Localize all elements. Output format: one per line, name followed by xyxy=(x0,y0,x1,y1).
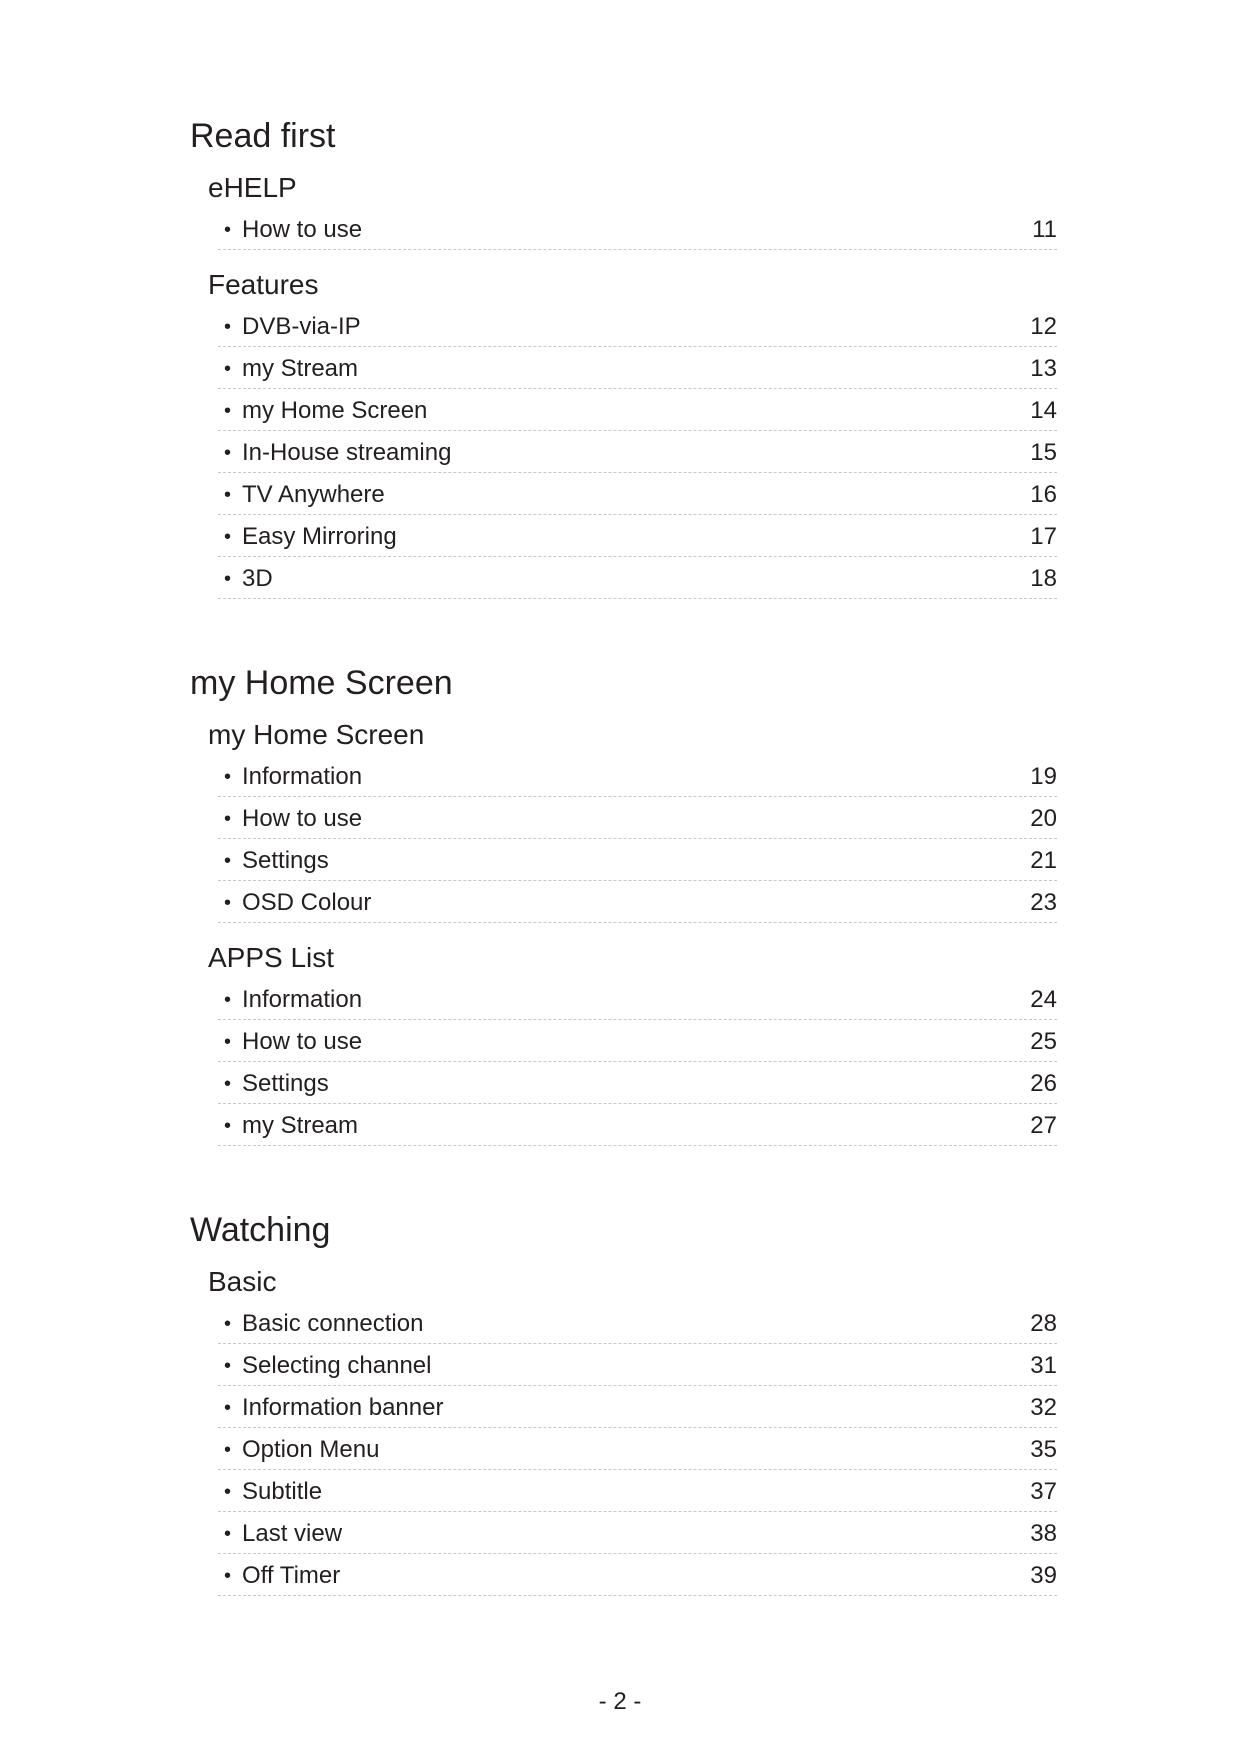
toc-entry[interactable] xyxy=(218,1302,1057,1344)
toc-entry-text xyxy=(218,1555,340,1597)
toc-entry[interactable] xyxy=(218,1104,1057,1146)
toc-entry-page: 21 xyxy=(1030,846,1057,874)
bullet-icon: • xyxy=(224,988,232,1011)
toc-entry-list xyxy=(208,978,1057,1146)
section-title: Basic xyxy=(208,1266,277,1297)
toc-entry-label[interactable]: Basic connection xyxy=(242,1309,424,1337)
bullet-icon: • xyxy=(224,1396,232,1419)
toc-entry-label[interactable]: Information xyxy=(242,762,363,790)
toc-entry-label[interactable]: Easy Mirroring xyxy=(242,522,397,550)
toc-entry-label[interactable]: Last view xyxy=(242,1519,343,1547)
toc-entry[interactable] xyxy=(218,208,1057,250)
bullet-icon: • xyxy=(224,1354,232,1377)
toc-entry-page: 25 xyxy=(1030,1027,1057,1055)
toc-entry-page: 13 xyxy=(1030,354,1057,382)
toc-entry-text xyxy=(218,432,451,474)
toc-section xyxy=(208,1262,1057,1596)
bullet-icon: • xyxy=(224,1114,232,1137)
toc-entry[interactable] xyxy=(218,755,1057,797)
toc-entry-page: 14 xyxy=(1030,396,1057,424)
toc-entry-text xyxy=(218,348,358,390)
toc-entry[interactable] xyxy=(218,881,1057,923)
toc-entry-text xyxy=(218,1303,423,1345)
toc-entry[interactable] xyxy=(218,305,1057,347)
toc-section xyxy=(208,265,1057,599)
toc-entry-label[interactable]: Information banner xyxy=(242,1393,444,1421)
bullet-icon: • xyxy=(224,483,232,506)
toc-entry[interactable] xyxy=(218,557,1057,599)
toc-entry[interactable] xyxy=(218,347,1057,389)
toc-entry-page: 32 xyxy=(1030,1393,1057,1421)
toc-entry-label[interactable]: DVB-via-IP xyxy=(242,312,361,340)
toc-entry[interactable] xyxy=(218,797,1057,839)
toc-entry[interactable] xyxy=(218,1344,1057,1386)
toc-entry[interactable] xyxy=(218,978,1057,1020)
toc-entry[interactable] xyxy=(218,1470,1057,1512)
toc-entry-label[interactable]: Subtitle xyxy=(242,1477,323,1505)
toc-entry-page: 26 xyxy=(1030,1069,1057,1097)
toc-entry-text xyxy=(218,756,362,798)
toc-entry-page: 38 xyxy=(1030,1519,1057,1547)
bullet-icon: • xyxy=(224,315,232,338)
toc-chapter xyxy=(190,1206,1057,1596)
toc-chapter xyxy=(190,659,1057,1146)
toc-entry-text xyxy=(218,209,362,251)
bullet-icon: • xyxy=(224,1564,232,1587)
bullet-icon: • xyxy=(224,1312,232,1335)
toc-entry[interactable] xyxy=(218,515,1057,557)
toc-entry-text xyxy=(218,840,329,882)
toc-entry-label[interactable]: Selecting channel xyxy=(242,1351,432,1379)
toc-entry-page: 24 xyxy=(1030,985,1057,1013)
toc-entry-label[interactable]: TV Anywhere xyxy=(242,480,385,508)
toc-entry-page: 37 xyxy=(1030,1477,1057,1505)
toc-entry-text xyxy=(218,474,385,516)
toc-entry-label[interactable]: How to use xyxy=(242,804,363,832)
toc-entry-label[interactable]: my Stream xyxy=(242,1111,359,1139)
toc-entry-list xyxy=(208,755,1057,923)
toc-entry-page: 20 xyxy=(1030,804,1057,832)
toc-entry[interactable] xyxy=(218,431,1057,473)
section-title: eHELP xyxy=(208,172,297,203)
toc-entry-page: 19 xyxy=(1030,762,1057,790)
chapter-title: Watching xyxy=(190,1211,331,1249)
section-title: Features xyxy=(208,269,319,300)
bullet-icon: • xyxy=(224,218,232,241)
toc-entry[interactable] xyxy=(218,389,1057,431)
bullet-icon: • xyxy=(224,891,232,914)
bullet-icon: • xyxy=(224,525,232,548)
toc-entry-page: 17 xyxy=(1030,522,1057,550)
toc-entry-text xyxy=(218,882,371,924)
toc-section xyxy=(208,938,1057,1146)
bullet-icon: • xyxy=(224,1522,232,1545)
bullet-icon: • xyxy=(224,399,232,422)
toc-entry-label[interactable]: How to use xyxy=(242,1027,363,1055)
toc-entry[interactable] xyxy=(218,1428,1057,1470)
bullet-icon: • xyxy=(224,1480,232,1503)
toc-entry-page: 31 xyxy=(1030,1351,1057,1379)
toc-entry-text xyxy=(218,979,362,1021)
bullet-icon: • xyxy=(224,567,232,590)
toc-entry-text xyxy=(218,558,273,600)
toc-entry-label[interactable]: OSD Colour xyxy=(242,888,372,916)
toc-entry-text xyxy=(218,1429,379,1471)
toc-entry-page: 28 xyxy=(1030,1309,1057,1337)
toc-entry[interactable] xyxy=(218,1554,1057,1596)
toc-entry-list xyxy=(208,1302,1057,1596)
toc-entry-text xyxy=(218,798,362,840)
toc-entry-page: 16 xyxy=(1030,480,1057,508)
toc-entry-text xyxy=(218,390,427,432)
toc-entry-label[interactable]: my Home Screen xyxy=(242,396,428,424)
toc-entry[interactable] xyxy=(218,1386,1057,1428)
bullet-icon: • xyxy=(224,441,232,464)
toc-entry-text xyxy=(218,1021,362,1063)
chapter-title: Read first xyxy=(190,117,336,155)
section-title: my Home Screen xyxy=(208,719,425,750)
toc-entry[interactable] xyxy=(218,839,1057,881)
toc-entry-page: 35 xyxy=(1030,1435,1057,1463)
bullet-icon: • xyxy=(224,849,232,872)
toc-entry-label[interactable]: Settings xyxy=(242,846,329,874)
toc-entry-text xyxy=(218,1471,322,1513)
toc-entry[interactable] xyxy=(218,473,1057,515)
toc-entry-text xyxy=(218,306,361,348)
table-of-contents xyxy=(190,112,1057,1596)
toc-entry-page: 23 xyxy=(1030,888,1057,916)
toc-entry-text xyxy=(218,1063,329,1105)
toc-entry-label[interactable]: How to use xyxy=(242,215,363,243)
toc-entry-page: 11 xyxy=(1032,215,1057,243)
toc-entry-page: 12 xyxy=(1030,312,1057,340)
bullet-icon: • xyxy=(224,357,232,380)
toc-entry[interactable] xyxy=(218,1020,1057,1062)
toc-entry-text xyxy=(218,1105,358,1147)
toc-entry[interactable] xyxy=(218,1512,1057,1554)
toc-entry-label[interactable]: Information xyxy=(242,985,363,1013)
page-number: - 2 - xyxy=(598,1688,642,1715)
toc-entry-label[interactable]: Option Menu xyxy=(242,1435,380,1463)
bullet-icon: • xyxy=(224,1030,232,1053)
toc-entry-list xyxy=(208,305,1057,599)
section-title: APPS List xyxy=(208,942,335,973)
toc-section xyxy=(208,715,1057,923)
toc-entry-label[interactable]: my Stream xyxy=(242,354,359,382)
toc-entry-page: 18 xyxy=(1030,564,1057,592)
bullet-icon: • xyxy=(224,807,232,830)
bullet-icon: • xyxy=(224,1072,232,1095)
toc-entry-label[interactable]: In-House streaming xyxy=(242,438,452,466)
toc-entry-text xyxy=(218,1387,443,1429)
toc-entry-page: 15 xyxy=(1030,438,1057,466)
toc-entry-text xyxy=(218,1513,342,1555)
toc-entry-list xyxy=(208,208,1057,250)
toc-entry-page: 27 xyxy=(1030,1111,1057,1139)
toc-entry-label[interactable]: Settings xyxy=(242,1069,329,1097)
toc-entry[interactable] xyxy=(218,1062,1057,1104)
toc-entry-label[interactable]: 3D xyxy=(242,564,273,592)
toc-entry-text xyxy=(218,1345,431,1387)
toc-entry-text xyxy=(218,516,397,558)
toc-entry-page: 39 xyxy=(1030,1561,1057,1589)
bullet-icon: • xyxy=(224,1438,232,1461)
toc-section xyxy=(208,168,1057,250)
toc-entry-label[interactable]: Off Timer xyxy=(242,1561,341,1589)
bullet-icon: • xyxy=(224,765,232,788)
toc-chapter xyxy=(190,112,1057,599)
chapter-title: my Home Screen xyxy=(190,664,453,702)
